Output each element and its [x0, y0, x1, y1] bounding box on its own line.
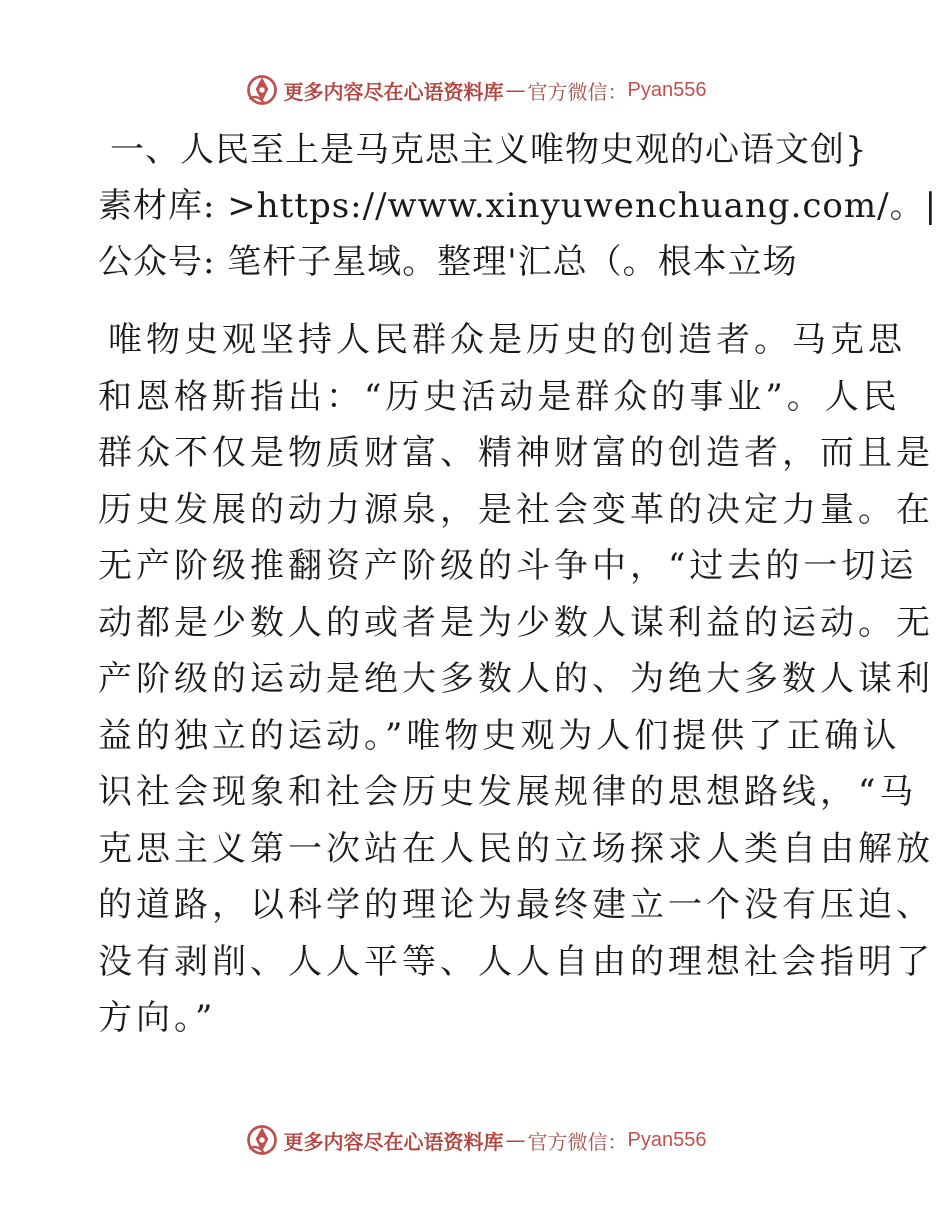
paragraph-line-3: 群众不仅是物质财富、精神财富的创造者，而且是: [98, 433, 934, 473]
paragraph-line-8: 益的独立的运动。”唯物史观为人们提供了正确认: [98, 715, 901, 756]
banner-wechat-label: 官方微信：: [527, 1129, 628, 1154]
banner-main-text: 更多内容尽在心语资料库: [283, 79, 504, 104]
banner-wechat-account: Pyan556: [627, 78, 707, 101]
banner-dash: —: [505, 1128, 526, 1152]
banner-wechat-account: Pyan556: [627, 1128, 707, 1151]
paragraph-line-7: 产阶级的运动是绝大多数人的、为绝大多数人谋利: [98, 659, 934, 699]
paragraph-line-11: 的道路，以科学的理论为最终建立一个没有压迫、: [98, 885, 934, 925]
paragraph-line-12: 没有剥削、人人平等、人人自由的理想社会指明了: [98, 941, 934, 982]
banner-main-text: 更多内容尽在心语资料库: [283, 1129, 504, 1154]
paragraph-line-9: 识社会现象和社会历史发展规律的思想路线，“马: [98, 772, 918, 812]
pen-nib-circle-logo-icon: [244, 72, 280, 108]
heading-line-2: 素材库: >https://www.xinyuwenchuang.com/。|: [98, 186, 938, 226]
body-paragraph: [98, 312, 934, 1047]
banner-wechat-label: 官方微信：: [527, 79, 628, 104]
header-banner: [0, 70, 950, 110]
paragraph-line-13: 方向。”: [98, 998, 217, 1038]
section-heading: [98, 122, 938, 290]
paragraph-line-4: 历史发展的动力源泉，是社会变革的决定力量。在: [98, 489, 934, 530]
heading-line-3: 公众号: 笔杆子星域。整理'汇总（。根本立场: [98, 242, 798, 282]
paragraph-line-6: 动都是少数人的或者是为少数人谋利益的运动。无: [98, 602, 934, 643]
heading-line-1: 一、人民至上是马克思主义唯物史观的心语文创}: [110, 130, 868, 170]
footer-banner: [0, 1120, 950, 1160]
paragraph-line-5: 无产阶级推翻资产阶级的斗争中，“过去的一切运: [98, 546, 918, 586]
banner-dash: —: [505, 78, 526, 102]
paragraph-line-1: 唯物史观坚持人民群众是历史的创造者。马克思: [108, 320, 906, 360]
paragraph-line-10: 克思主义第一次站在人民的立场探求人类自由解放: [98, 828, 934, 869]
paragraph-line-2: 和恩格斯指出：“历史活动是群众的事业”。人民: [98, 376, 901, 417]
pen-nib-circle-logo-icon: [244, 1122, 280, 1158]
